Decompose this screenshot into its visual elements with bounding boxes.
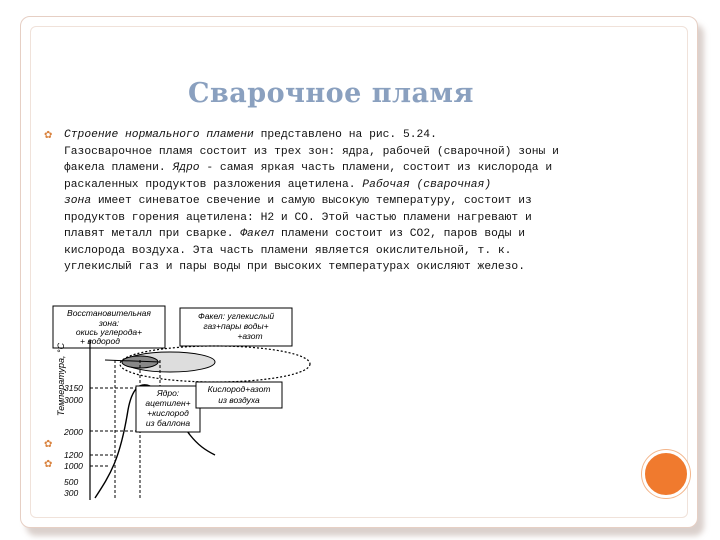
text-line: раскаленных продуктов разложения ацетилена. Рабочая (сварочная) — [64, 178, 492, 191]
core-label-2: ацетилен+ — [145, 398, 191, 408]
y-tick: 1000 — [64, 461, 83, 471]
y-axis-label: Температура, °С — [56, 342, 66, 416]
text-line: Газосварочное пламя состоит из трех зон: ядра, рабочей (сварочной) зоны и — [64, 145, 559, 158]
body-paragraph — [64, 127, 624, 276]
y-tick: 1200 — [64, 450, 83, 460]
text-line: продуктов горения ацетилена: H2 и СО. Этой частью пламени нагревают и — [64, 211, 532, 224]
torch-label-3: +азот — [237, 331, 263, 341]
reduction-label-4: + водород — [80, 336, 120, 346]
text-line: Строение нормального пламени представлено на рис. 5.24. — [64, 129, 437, 141]
bullet-icon: ✿ — [44, 130, 53, 141]
text-line: факела пламени. Ядро - самая яркая часть пламени, состоит из кислорода и — [64, 162, 553, 174]
reduction-label-3: окись углерода+ — [75, 327, 143, 337]
bullet-icon: ✿ — [44, 459, 53, 470]
flame-diagram-svg — [40, 300, 340, 500]
text-line: плавят металл при сварке. Факел пламени состоит из СО2, паров воды и — [64, 228, 526, 240]
oxygen-label-2: из воздуха — [218, 395, 260, 405]
bullet-icon: ✿ — [44, 439, 53, 450]
torch-label-1: Факел: углекислый — [197, 311, 275, 321]
flame-diagram — [40, 300, 340, 504]
reduction-label-1: Восстановительная — [67, 308, 151, 318]
y-tick: 300 — [64, 488, 79, 498]
text-line: кислорода воздуха. Эта часть пламени является окислительной, т. к. — [64, 244, 512, 257]
slide-title: Сварочное пламя — [188, 78, 474, 109]
y-tick: 3150 — [64, 383, 83, 393]
oxygen-label-1: Кислород+азот — [207, 384, 271, 394]
text-line: зона имеет синеватое свечение и самую высокую температуру, состоит из — [64, 195, 532, 207]
torch-label-2: газ+пары воды+ — [203, 321, 269, 331]
core-label-3: +кислород — [147, 408, 189, 418]
y-tick: 3000 — [64, 395, 83, 405]
text-line: углекислый газ и пары воды при высоких температурах окисляют железо. — [64, 261, 525, 273]
core-label-4: из баллона — [145, 418, 191, 428]
reduction-label-2: зона: — [98, 318, 120, 328]
core-label-1: Ядро: — [156, 388, 180, 398]
y-tick: 2000 — [64, 427, 83, 437]
accent-circle — [642, 450, 690, 498]
y-tick: 500 — [64, 477, 79, 487]
